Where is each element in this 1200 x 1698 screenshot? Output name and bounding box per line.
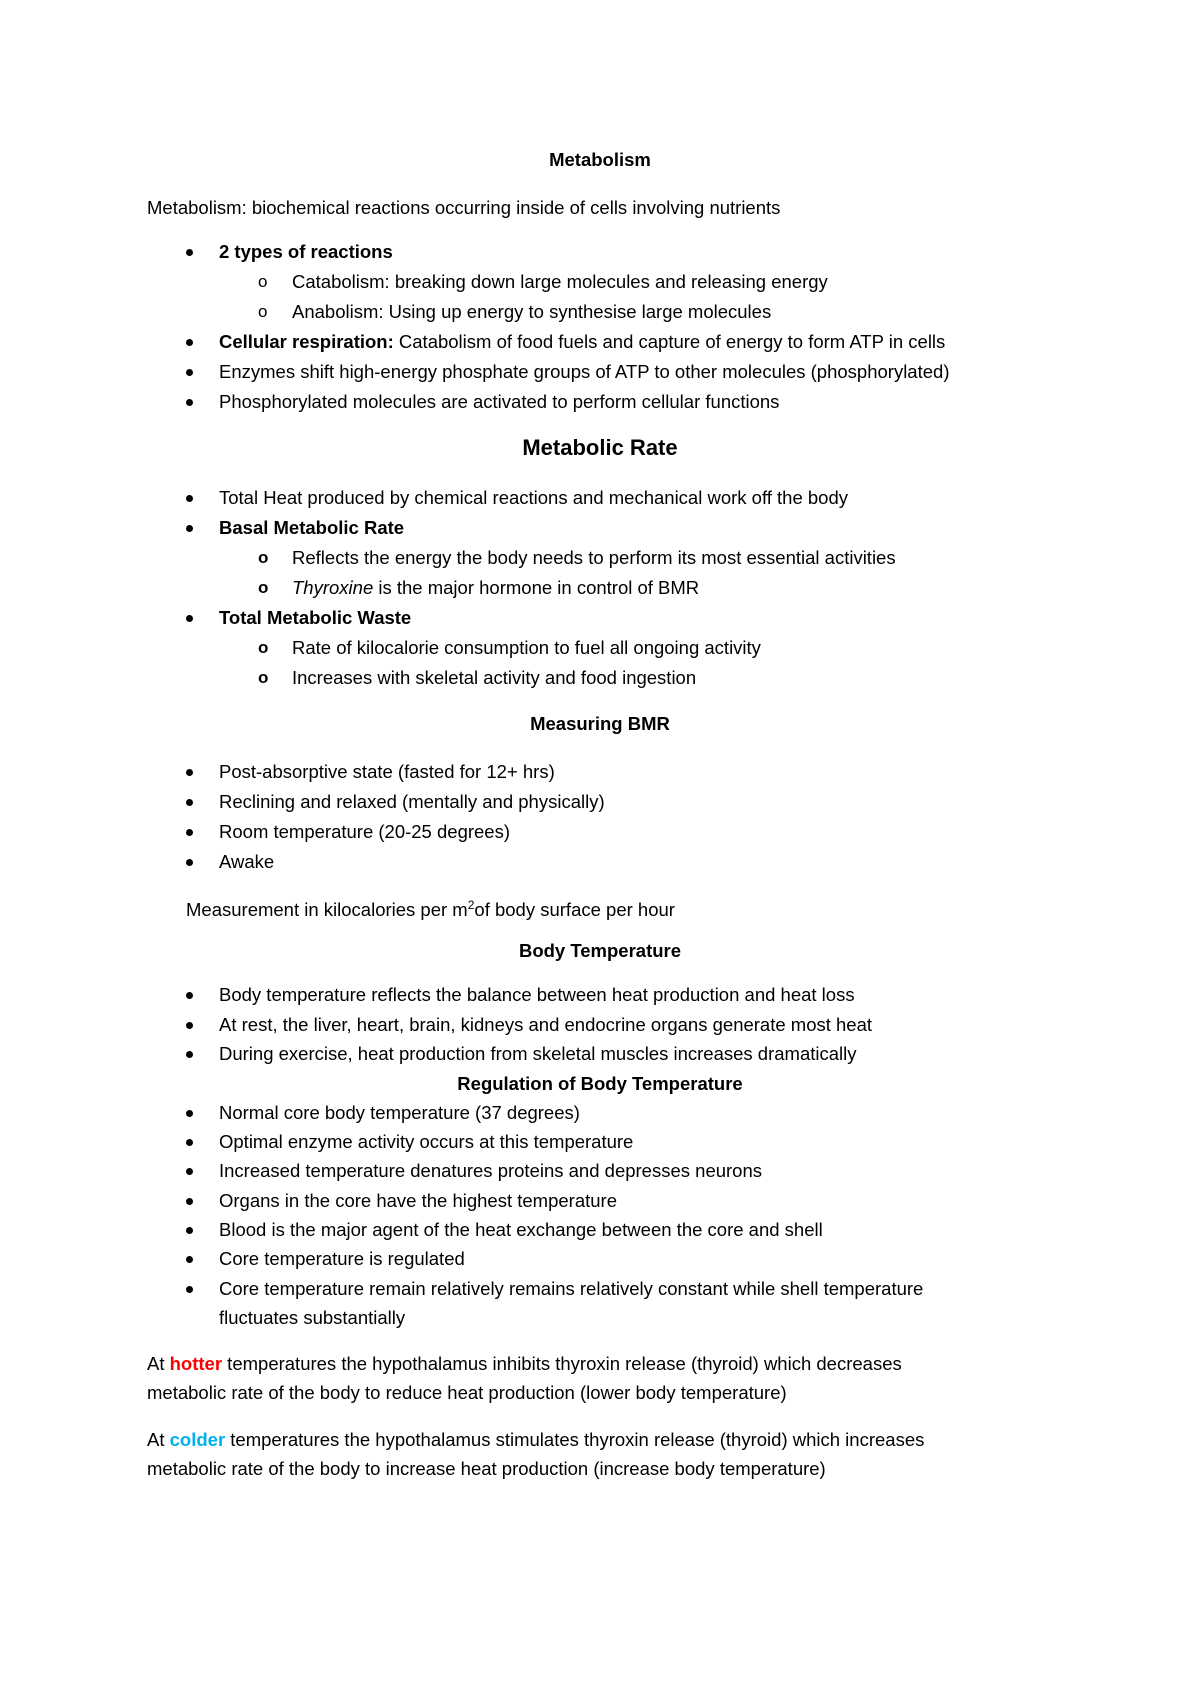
bullet-icon	[186, 1110, 193, 1117]
bullet-icon	[186, 369, 193, 376]
circle-bullet-icon: o	[258, 548, 269, 567]
measurement-units-paragraph	[186, 893, 675, 922]
hotter-word: hotter	[169, 1353, 223, 1374]
circle-bullet-icon: o	[258, 578, 269, 597]
bullet-icon	[186, 495, 193, 502]
cellular-respiration-text: Catabolism of food fuels and capture of energy to form ATP in cells	[393, 331, 946, 352]
regulation-item: Organs in the core have the highest temperature	[219, 1190, 617, 1211]
bullet-icon	[186, 1286, 193, 1293]
measuring-item: Reclining and relaxed (mentally and physically)	[219, 791, 605, 812]
hotter-pre: At	[147, 1353, 170, 1374]
waste-increases-item: Increases with skeletal activity and food ingestion	[292, 667, 697, 688]
body-temp-item: At rest, the liver, heart, brain, kidneys and endocrine organs generate most heat	[219, 1014, 873, 1035]
regulation-item: Increased temperature denatures proteins and depresses neurons	[219, 1160, 763, 1181]
colder-pre: At	[147, 1429, 170, 1450]
regulation-item: Core temperature remain relatively remains relatively constant while shell temperature	[219, 1278, 924, 1299]
bullet-icon	[186, 1227, 193, 1234]
bullet-icon	[186, 1139, 193, 1146]
bmr-label: Basal Metabolic Rate	[219, 517, 405, 538]
bmr-reflects-item: Reflects the energy the body needs to perform its most essential activities	[292, 547, 896, 568]
bullet-icon	[186, 769, 193, 776]
bullet-icon	[186, 399, 193, 406]
total-heat-item: Total Heat produced by chemical reactions and mechanical work off the body	[219, 487, 849, 508]
colder-paragraph-line2: metabolic rate of the body to increase heat production (increase body temperature)	[147, 1458, 826, 1479]
waste-label: Total Metabolic Waste	[219, 607, 412, 628]
circle-bullet-icon: o	[258, 272, 268, 291]
colder-word: colder	[169, 1429, 226, 1450]
thyroxine-word: Thyroxine	[292, 577, 374, 598]
bullet-icon	[186, 1168, 193, 1175]
cellular-respiration-item	[219, 330, 945, 354]
bullet-icon	[186, 1051, 193, 1058]
regulation-item: Normal core body temperature (37 degrees)	[219, 1102, 580, 1123]
regulation-item: Blood is the major agent of the heat exchange between the core and shell	[219, 1219, 823, 1240]
body-temp-item: During exercise, heat production from skeletal muscles increases dramatically	[219, 1043, 857, 1064]
hotter-line1: temperatures the hypothalamus inhibits thyroxin release (thyroid) which decreases	[222, 1353, 902, 1374]
colder-paragraph-line1	[147, 1428, 924, 1452]
circle-bullet-icon: o	[258, 302, 268, 321]
bullet-icon	[186, 525, 193, 532]
cellular-respiration-term: Cellular respiration:	[219, 331, 394, 352]
bullet-icon	[186, 1198, 193, 1205]
bullet-icon	[186, 829, 193, 836]
measuring-item: Post-absorptive state (fasted for 12+ hrs)	[219, 761, 555, 782]
circle-bullet-icon: o	[258, 638, 269, 657]
regulation-item-continued: fluctuates substantially	[219, 1307, 406, 1328]
page-title: Metabolism	[549, 149, 651, 170]
bullet-icon	[186, 992, 193, 999]
hotter-paragraph-line2: metabolic rate of the body to reduce heat production (lower body temperature)	[147, 1382, 787, 1403]
bullet-icon	[186, 1256, 193, 1263]
anabolism-item: Anabolism: Using up energy to synthesise large molecules	[292, 301, 772, 322]
measurement-text: Measurement in kilocalories per m	[186, 899, 468, 921]
bullet-icon	[186, 859, 193, 866]
enzymes-item: Enzymes shift high-energy phosphate groups of ATP to other molecules (phosphorylated)	[219, 361, 950, 382]
superscript-two: 2	[467, 898, 475, 912]
colder-line1: temperatures the hypothalamus stimulates thyroxin release (thyroid) which increases	[225, 1429, 925, 1450]
hotter-paragraph-line1	[147, 1352, 902, 1376]
regulation-heading: Regulation of Body Temperature	[457, 1073, 743, 1094]
body-temperature-heading: Body Temperature	[518, 940, 682, 961]
phosphorylated-item: Phosphorylated molecules are activated to perform cellular functions	[219, 391, 780, 412]
bullet-icon	[186, 1022, 193, 1029]
bullet-icon	[186, 615, 193, 622]
reaction-types-label: 2 types of reactions	[219, 241, 393, 262]
regulation-item: Core temperature is regulated	[219, 1248, 465, 1269]
thyroxine-item	[292, 576, 699, 600]
regulation-item: Optimal enzyme activity occurs at this temperature	[219, 1131, 634, 1152]
measuring-bmr-heading: Measuring BMR	[530, 713, 670, 734]
thyroxine-rest: is the major hormone in control of BMR	[373, 577, 700, 598]
metabolic-rate-heading: Metabolic Rate	[522, 435, 678, 460]
waste-rate-item: Rate of kilocalorie consumption to fuel all ongoing activity	[292, 637, 761, 658]
circle-bullet-icon: o	[258, 668, 269, 687]
bullet-icon	[186, 339, 193, 346]
measurement-text-end: of body surface per hour	[474, 899, 675, 921]
bullet-icon	[186, 249, 193, 256]
measuring-item: Awake	[219, 851, 275, 872]
body-temp-item: Body temperature reflects the balance between heat production and heat loss	[219, 984, 855, 1005]
measuring-item: Room temperature (20-25 degrees)	[219, 821, 511, 842]
intro-paragraph: Metabolism: biochemical reactions occurring inside of cells involving nutrients	[147, 197, 781, 218]
bullet-icon	[186, 799, 193, 806]
catabolism-item: Catabolism: breaking down large molecules and releasing energy	[292, 271, 828, 292]
